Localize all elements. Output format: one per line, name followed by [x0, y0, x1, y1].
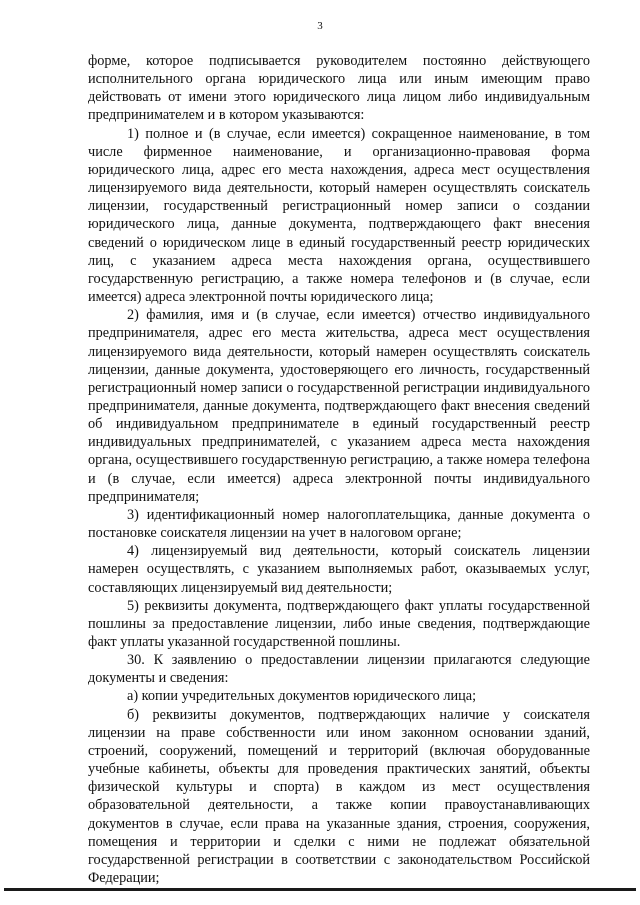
paragraph-item-2: 2) фамилия, имя и (в случае, если имеется) отчество индивидуального предпринимателя, адрес его места жительства, адреса мест осуществления лицензируемого вида деятельности, который намерен осуществлять соискатель лицензии, данные документа, удостоверяющего его личность, государственный регистрационный номер записи о государственной регистрации индивидуального предпринимателя, данные документа, подтверждающего факт внесения сведений об индивидуальном предпринимателе в единый государственный реестр индивидуальных предпринимателей, с указанием адреса места нахождения органа, осуществившего государственную регистрацию, а также номера телефона и (в случае, если имеется) адреса электронной почты индивидуального предпринимателя; [88, 307, 590, 505]
document-body [88, 52, 590, 887]
paragraph-continuation: форме, которое подписывается руководителем постоянно действующего исполнительного органа юридического лица или иным имеющим право действовать от имени этого юридического лица лицом либо индивидуальным предпринимателем и в котором указываются: [88, 53, 590, 124]
paragraph-clause-30: 30. К заявлению о предоставлении лицензии прилагаются следующие документы и сведения: [88, 652, 590, 687]
page-number: 3 [317, 20, 323, 32]
paragraph-item-b: б) реквизиты документов, подтверждающих наличие у соискателя лицензии на праве собственности или ином законном основании зданий, строений, сооружений, помещений и территорий (включая оборудованные учебные кабинеты, объекты для проведения практических занятий, объекты физической культуры и спорта) в каждом из мест осуществления образовательной деятельности, а также копии правоустанавливающих документов в случае, если права на указанные здания, строения, сооружения, помещения и территории и сделки с ними не подлежат обязательной государственной регистрации в соответствии с законодательством Российской Федерации; [88, 706, 590, 887]
paragraph-item-1: 1) полное и (в случае, если имеется) сокращенное наименование, в том числе фирменное наименование, и организационно-правовая форма юридического лица, адрес его места нахождения, адреса мест осуществления лицензируемого вида деятельности, который намерен осуществлять соискатель лицензии, государственный регистрационный номер записи о создании юридического лица, данные документа, подтверждающего факт внесения сведений о юридическом лице в единый государственный реестр юридических лиц, с указанием адреса места нахождения органа, осуществившего государственную регистрацию, а также номера телефонов и (в случае, если имеется) адреса электронной почты юридического лица; [88, 125, 590, 306]
page-bottom-rule [4, 888, 636, 891]
paragraph-item-a: а) копии учредительных документов юридического лица; [127, 688, 477, 705]
paragraph-item-4: 4) лицензируемый вид деятельности, который соискатель лицензии намерен осуществлять, с указанием выполняемых работ, оказываемых услуг, составляющих лицензируемый вид деятельности; [88, 543, 590, 596]
paragraph-item-5: 5) реквизиты документа, подтверждающего факт уплаты государственной пошлины за предоставление лицензии, либо иные сведения, подтверждающие факт уплаты указанной государственной пошлины. [88, 597, 590, 650]
paragraph-item-3: 3) идентификационный номер налогоплательщика, данные документа о постановке соискателя лицензии на учет в налоговом органе; [88, 506, 590, 542]
